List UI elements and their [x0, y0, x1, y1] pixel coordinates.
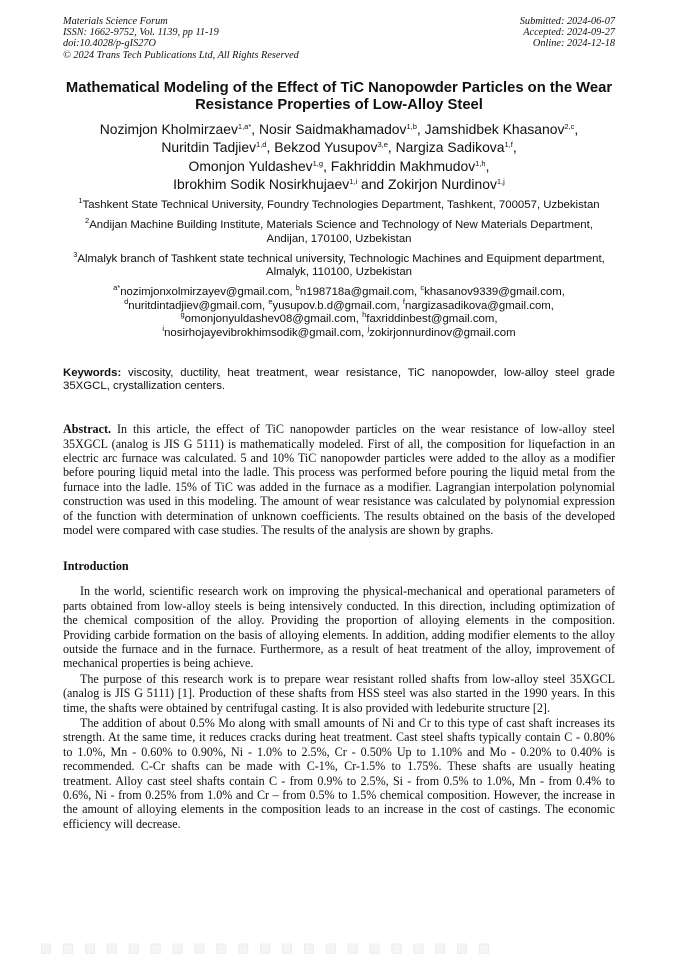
- author-sup: 1,j: [496, 176, 505, 186]
- email-link[interactable]: nozimjonxolmirzayev@gmail.com,: [120, 286, 293, 299]
- paragraph: The addition of about 0.5% Mo along with small amounts of Ni and Cr to this type of cast shaft increases its strength. At the same time, it reduces cracks during heat treatment. Cast steel shafts typically contain C - 0.80% to 1.0%, Mn - 0.60% to 0.90%, Ni - 1.0% to 2.5%, Cr - 0.50% Up to 1.10% and Mo - 0.20% to 0.40% is recommended. C-Cr shafts can be made with C-1%, Cr-1.5% to 1.75%. These shafts are usually heating treatment. Alloy cast steel shafts contain C - from 0.9% to 2.5%, Si - from 0.5% to 1.0%, Mn - from 0.4% to 0.6%, Ni - from 0.25% from 1.0% and Cr – from 0.5% to 1.5% chemical composition. However, the increase in the amount of alloying elements in the composition leads to an increase in the cost of castings. The economic efficiency will decrease.: [63, 716, 615, 831]
- author-name: Zokirjon Nurdinov: [388, 175, 497, 192]
- email-sup: e: [268, 296, 273, 306]
- author-name: Nuritdin Tadjiev: [161, 139, 257, 156]
- author-conjunction: and: [360, 175, 385, 192]
- author-name: Jamshidbek Khasanov: [424, 121, 565, 137]
- email-link[interactable]: khasanov9339@gmail.com,: [424, 286, 565, 299]
- abstract-text: In this article, the effect of TiC nanopowder particles on the wear resistance of low-alloy steel 35XGCL (analog is JIS G 5111) is mathematically modeled. First of all, the composition for liquefaction in an electric arc furnace was calculated. 5 and 10% TiC nanopowder particles were added to the alloy as a modifier before pouring liquid metal into the ladle. This process was performed before pouring the liquid metal from the furnace into the ladle. 15% of TiC was added in the furnace as a modifier. Lagrangian interpolation polynomial construction was used in this modeling. The amount of wear resistance was calculated by polynomial expression of the function with determination of unknown coefficients. The results obtained on the basis of the developed model were compared with case studies. The results of the analysis are shown by graphs.: [63, 422, 615, 537]
- email-sup: j: [367, 323, 370, 333]
- author-name: Ibrokhim Sodik Nosirkhujaev: [173, 175, 350, 192]
- journal-name: Materials Science Forum: [63, 16, 168, 27]
- copyright-line: © 2024 Trans Tech Publications Ltd, All Rights Reserved: [63, 49, 299, 61]
- affiliation-3: [63, 249, 615, 281]
- email-link[interactable]: nargizasadikova@gmail.com,: [404, 299, 554, 312]
- email-link[interactable]: yusupov.b.d@gmail.com,: [272, 299, 400, 312]
- email-sup: b: [295, 283, 300, 293]
- author-sup: 2,c: [564, 122, 575, 131]
- email-sup: d: [124, 296, 129, 306]
- affiliation-text: Andijan Machine Building Institute, Materials Science and Technology of New Materials Department, Andijan, 170100, Uzbekistan: [89, 218, 593, 245]
- email-sup: g: [180, 310, 185, 320]
- journal-info: [63, 16, 299, 61]
- dates-info: [520, 16, 615, 50]
- article-body: [63, 80, 615, 831]
- affiliation-text: Almalyk branch of Tashkent state technical university, Technologic Machines and Equipment department, Almalyk, 110100, Uzbekistan: [77, 252, 605, 279]
- author-sup: 1,f: [504, 140, 513, 150]
- email-link[interactable]: nosirhojayevibrokhimsodik@gmail.com,: [164, 326, 365, 339]
- author-name: Nozimjon Kholmirzaev: [99, 121, 238, 137]
- author-sup: 1,i: [349, 176, 358, 186]
- author-name: Bekzod Yusupov: [274, 139, 378, 156]
- doi-line: doi:10.4028/p-gIS27O: [63, 38, 156, 50]
- author-name: Nosir Saidmakhamadov: [259, 121, 407, 137]
- keywords-section: [63, 367, 615, 395]
- email-link[interactable]: n198718a@gmail.com,: [299, 286, 418, 299]
- affiliation-sup: 3: [73, 249, 78, 259]
- email-link[interactable]: omonjonyuldashev08@gmail.com,: [184, 313, 359, 326]
- online-date: Online: 2024-12-18: [532, 38, 615, 50]
- abstract-section: [63, 422, 615, 537]
- affiliation-2: [63, 215, 615, 247]
- abstract-label: Abstract.: [63, 422, 112, 437]
- author-list: Nozimjon Kholmirzaev$^{1,a*}$, Nosir Saidmakhamadov$^{1,b}$, Jamshidbek Khasanov$^{2,c}$, Nuritdin Tadjiev$^{1,d}$, Bekzod Yusupov$^{3,e}$, Nargiza Sadikova$^{1,f}$, Omonjon Yuldashev$^{1,g}$, Fakhriddin Makhmudov$^{1,h}$, Ibrokhim Sodik Nosirkhujaev$^{1,i}$ and Zokirjon Nurdinov$^{1,j}$: [99, 121, 579, 192]
- issn-line: ISSN: 1662-9752, Vol. 1139, pp 11-19: [63, 27, 219, 39]
- email-link[interactable]: zokirjonnurdinov@gmail.com: [369, 326, 516, 339]
- email-sup: f: [402, 296, 405, 306]
- affiliation-sup: 2: [85, 215, 90, 225]
- author-name: Fakhriddin Makhmudov: [330, 157, 476, 174]
- author-sup: 1,d: [256, 140, 267, 150]
- author-name: Nargiza Sadikova: [395, 139, 505, 156]
- keywords-text: viscosity, ductility, heat treatment, wear resistance, TiC nanopowder, low-alloy steel grade 35XGCL, crystallization centers.: [63, 366, 615, 393]
- paragraph: The purpose of this research work is to prepare wear resistant rolled shafts from low-alloy steel 35XGCL (analog is JIS G 5111) [1]. Production of these shafts from HSS steel was also started in the 1990 years. In this time, the shafts were obtained by centrifugal casting. It is also provided with ledeburite structure [2].: [63, 671, 615, 715]
- email-sup: a*: [113, 283, 121, 293]
- email-sup: h: [362, 310, 367, 320]
- email-link[interactable]: faxriddinbest@gmail.com,: [366, 313, 498, 326]
- paragraph: In the world, scientific research work on improving the physical-mechanical and operational parameters of parts obtained from low-alloy steels is being intensively conducted. In this direction, including optimization of the chemical composition of the alloy. Providing the proportion of alloying elements in the composition. Providing carbide formation on the basis of alloying elements. In addition, adding modifier elements to the alloy outside the furnace and in the furnace. Furthermore, as a result of heat treatment of the alloy, improvement of mechanical properties is being achieve.: [63, 584, 615, 671]
- paper-title: Mathematical Modeling of the Effect of TiC Nanopowder Particles on the Wear Resistance Properties of Low-Alloy Steel: [65, 80, 613, 113]
- email-list: [63, 283, 615, 340]
- submitted-date: Submitted: 2024-06-07: [519, 16, 615, 27]
- author-name: Omonjon Yuldashev: [188, 157, 313, 174]
- section-heading-introduction: Introduction: [63, 559, 129, 574]
- author-sup: 1,g: [312, 158, 324, 168]
- author-sup: 1,h: [475, 158, 486, 168]
- affiliation-text: Tashkent State Technical University, Foundry Technologies Department, Tashkent, 700057, Uzbekistan: [82, 199, 600, 212]
- email-sup: c: [420, 283, 425, 293]
- background-watermark: ▨ ▨ ▨ ▨ ▨ ▨ ▨ ▨ ▨ ▨ ▨ ▨ ▨ ▨ ▨ ▨ ▨ ▨ ▨ ▨ ▨: [40, 940, 494, 955]
- author-sup: 1,b: [406, 122, 417, 131]
- affiliation-sup: 1: [78, 196, 83, 206]
- author-sup: 3,e: [377, 140, 388, 150]
- email-sup: i: [162, 323, 165, 333]
- accepted-date: Accepted: 2024-09-27: [523, 27, 615, 39]
- affiliation-1: [63, 196, 615, 213]
- keywords-label: Keywords:: [63, 366, 122, 379]
- author-sup: 1,a*: [237, 122, 252, 131]
- email-link[interactable]: nuritdintadjiev@gmail.com,: [128, 299, 266, 312]
